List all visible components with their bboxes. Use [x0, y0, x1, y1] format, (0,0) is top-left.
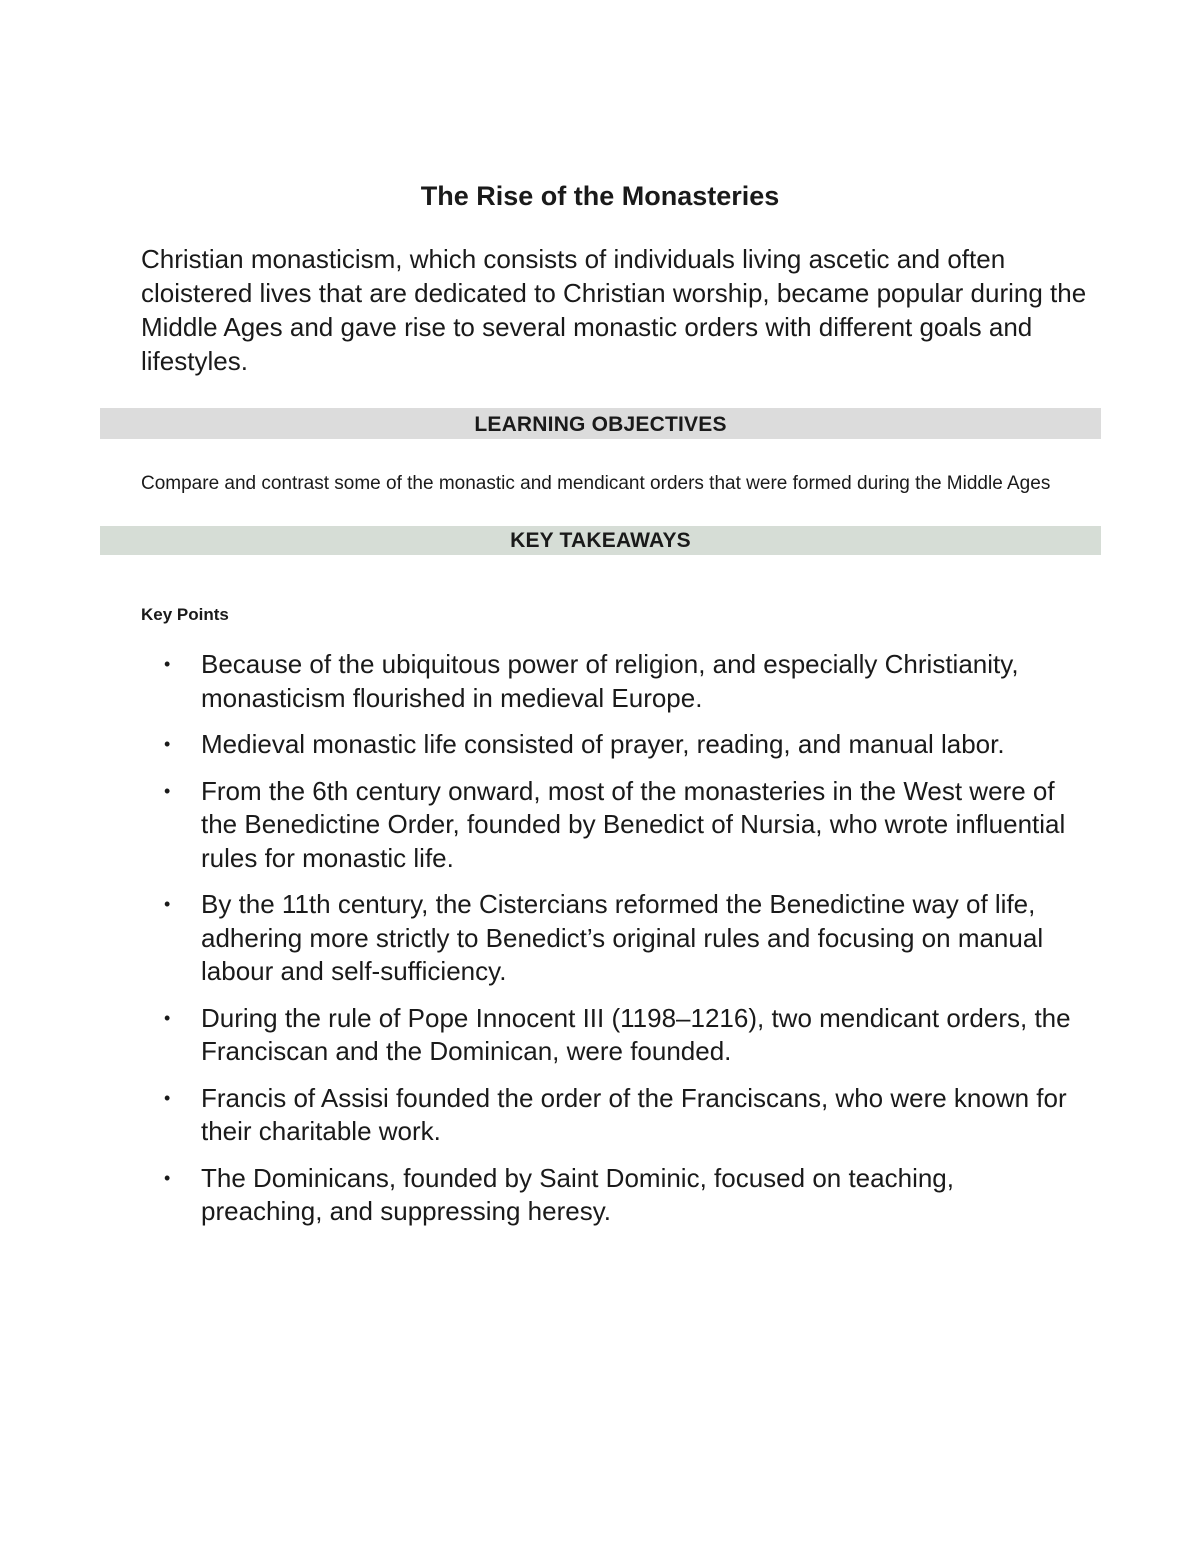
list-item [0, 1162, 1081, 1229]
bullet-icon: • [164, 780, 171, 801]
list-item-text: From the 6th century onward, most of the monasteries in the West were of the Benedictine Order, founded by Benedict of Nursia, who wrote influential rules for monastic life. [201, 775, 1066, 873]
list-item [0, 775, 1081, 876]
list-item-text: Medieval monastic life consisted of prayer, reading, and manual labor. [201, 729, 1005, 759]
bullet-icon: • [164, 1007, 171, 1028]
learning-objectives-heading: LEARNING OBJECTIVES [100, 408, 1101, 439]
list-item [0, 648, 1081, 715]
bullet-icon: • [164, 1087, 171, 1108]
list-item [0, 1082, 1081, 1149]
key-points-list [0, 648, 1200, 1242]
intro-paragraph: Christian monasticism, which consists of individuals living ascetic and often cloistered lives that are dedicated to Christian worship, became popular during the Middle Ages and gave rise to several monastic orders with different goals and lifestyles. [141, 244, 1087, 376]
list-item [0, 1002, 1081, 1069]
key-takeaways-heading: KEY TAKEAWAYS [100, 526, 1101, 555]
list-item-text: The Dominicans, founded by Saint Dominic, focused on teaching, preaching, and suppressing heresy. [201, 1162, 954, 1226]
list-item-text: Because of the ubiquitous power of religion, and especially Christianity, monasticism flourished in medieval Europe. [201, 649, 1019, 713]
bullet-icon: • [164, 734, 171, 754]
list-item [0, 728, 1081, 762]
bullet-icon: • [164, 654, 171, 674]
list-item [0, 888, 1081, 989]
list-item-text: During the rule of Pope Innocent III (1198–1216), two mendicant orders, the Franciscan and the Dominican, were founded. [201, 1002, 1071, 1066]
bullet-icon: • [164, 894, 171, 914]
learning-objective-text: Compare and contrast some of the monastic and mendicant orders that were formed during the Middle Ages [141, 473, 1051, 494]
list-item-text: Francis of Assisi founded the order of the Franciscans, who were known for their charitable work. [201, 1082, 1067, 1146]
list-item-text: By the 11th century, the Cistercians reformed the Benedictine way of life, adhering more strictly to Benedict’s original rules and focusing on manual labour and self-sufficiency. [201, 889, 1044, 986]
page-title: The Rise of the Monasteries [420, 181, 780, 211]
bullet-icon: • [164, 1167, 171, 1188]
key-points-heading: Key Points [141, 605, 229, 624]
